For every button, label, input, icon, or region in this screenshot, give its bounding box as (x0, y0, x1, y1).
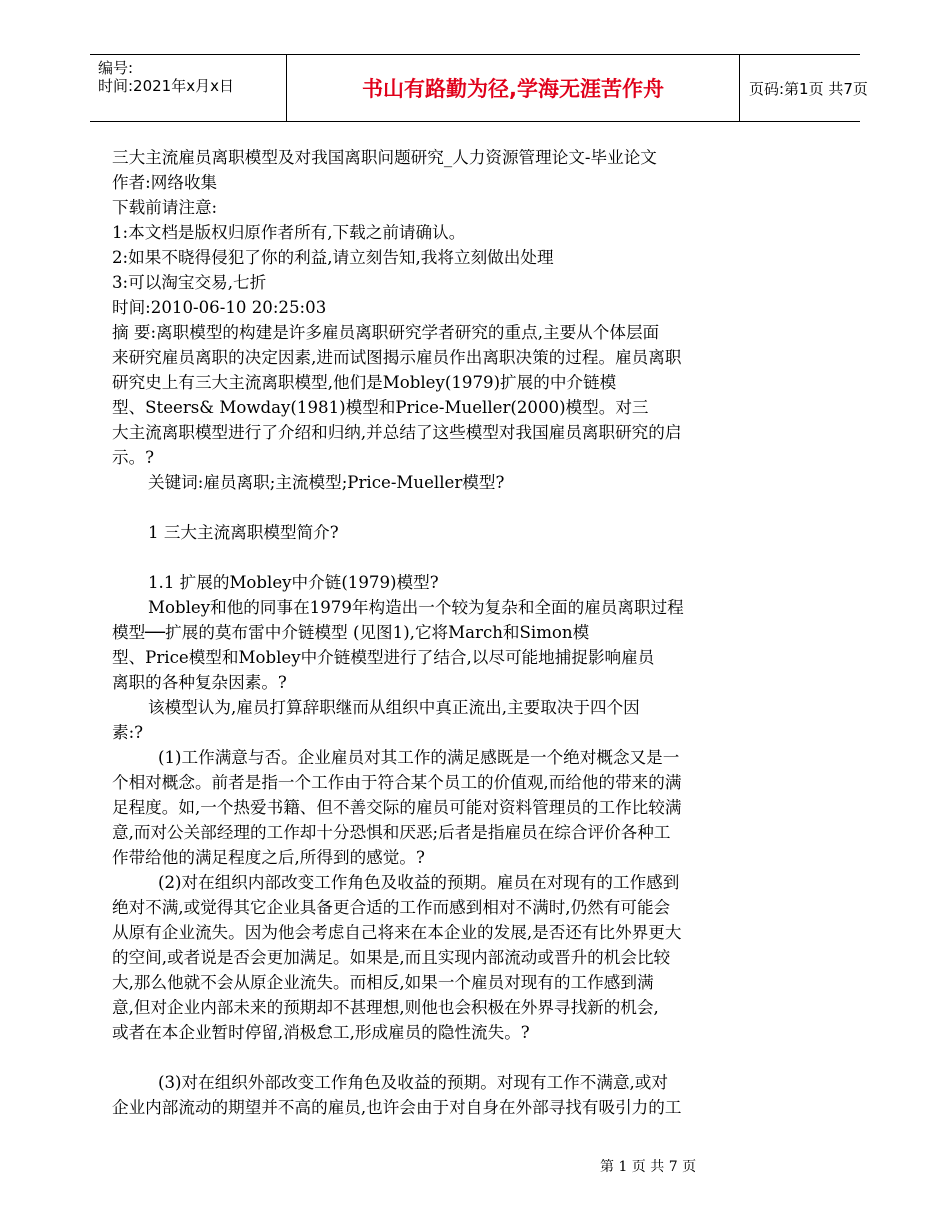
notice-item-3: 3:可以淘宝交易,七折 (112, 273, 267, 292)
list-item-line: 企业内部流动的期望并不高的雇员,也许会由于对自身在外部寻找有吸引力的工 (112, 1098, 682, 1117)
notice-item-2: 2:如果不晓得侵犯了你的利益,请立刻告知,我将立刻做出处理 (112, 248, 554, 267)
notice-heading: 下载前请注意: (112, 198, 218, 217)
page-footer: 第 1 页 共 7 页 (600, 1159, 697, 1175)
doc-number-label: 编号: (98, 59, 134, 77)
doc-title: 三大主流雇员离职模型及对我国离职问题研究_人力资源管理论文-毕业论文 (112, 148, 657, 167)
list-item-line: (3)对在组织外部改变工作角色及收益的预期。对现有工作不满意,或对 (158, 1073, 668, 1092)
header-info (90, 55, 286, 121)
doc-time-label: 时间:2021年x月x日 (98, 77, 234, 95)
abstract-line: 大主流离职模型进行了介绍和归纳,并总结了这些模型对我国雇员离职研究的启 (112, 423, 682, 442)
abstract-line: 型、Steers& Mowday(1981)模型和Price-Mueller(2000)模型。对三 (112, 398, 649, 417)
header-motto: 书山有路勤为径,学海无涯苦作舟 (286, 55, 740, 121)
list-item-line: 意,但对企业内部未来的预期却不甚理想,则他也会积极在外界寻找新的机会, (112, 998, 659, 1017)
page-header (90, 54, 868, 122)
section-heading-1: 1 三大主流离职模型简介? (148, 523, 339, 542)
paragraph-line: 型、Price模型和Mobley中介链模型进行了结合,以尽可能地捕捉影响雇员 (112, 648, 655, 667)
list-item-line: 个相对概念。前者是指一个工作由于符合某个员工的价值观,而给他的带来的满 (112, 773, 682, 792)
paragraph-line: 模型──扩展的莫布雷中介链模型 (见图1),它将March和Simon模 (112, 623, 590, 642)
publish-time: 时间:2010-06-10 20:25:03 (112, 298, 327, 317)
paragraph-line: Mobley和他的同事在1979年构造出一个较为复杂和全面的雇员离职过程 (148, 598, 684, 617)
list-item-line: 作带给他的满足程度之后,所得到的感觉。? (112, 848, 425, 867)
list-item-line: (2)对在组织内部改变工作角色及收益的预期。雇员在对现有的工作感到 (158, 873, 680, 892)
paragraph-line: 离职的各种复杂因素。? (112, 673, 287, 692)
doc-author: 作者:网络收集 (112, 173, 218, 192)
list-item-line: 足程度。如,一个热爱书籍、但不善交际的雇员可能对资料管理员的工作比较满 (112, 798, 682, 817)
list-item-line: 或者在本企业暂时停留,消极怠工,形成雇员的隐性流失。? (112, 1023, 530, 1042)
list-item-line: 从原有企业流失。因为他会考虑自己将来在本企业的发展,是否还有比外界更大 (112, 923, 682, 942)
section-heading-1-1: 1.1 扩展的Mobley中介链(1979)模型? (148, 573, 439, 592)
notice-item-1: 1:本文档是版权归原作者所有,下载之前请确认。 (112, 223, 466, 242)
list-item-line: 绝对不满,或觉得其它企业具备更合适的工作而感到相对不满时,仍然有可能会 (112, 898, 671, 917)
keywords: 关键词:雇员离职;主流模型;Price-Mueller模型? (148, 473, 505, 492)
list-item-line: 意,而对公关部经理的工作却十分恐惧和厌恶;后者是指雇员在综合评价各种工 (112, 823, 671, 842)
document-body (112, 145, 772, 1120)
abstract-line: 来研究雇员离职的决定因素,进而试图揭示雇员作出离职决策的过程。雇员离职 (112, 348, 682, 367)
list-item-line: 的空间,或者说是否会更加满足。如果是,而且实现内部流动或晋升的机会比较 (112, 948, 671, 967)
abstract-line: 研究史上有三大主流离职模型,他们是Mobley(1979)扩展的中介链模 (112, 373, 617, 392)
abstract-line: 示。? (112, 448, 155, 467)
paragraph-line: 素:? (112, 723, 144, 742)
list-item-line: 大,那么他就不会从原企业流失。而相反,如果一个雇员对现有的工作感到满 (112, 973, 654, 992)
paragraph-line: 该模型认为,雇员打算辞职继而从组织中真正流出,主要取决于四个因 (148, 698, 640, 717)
abstract-line: 摘 要:离职模型的构建是许多雇员离职研究学者研究的重点,主要从个体层面 (112, 323, 660, 342)
header-page-label: 页码:第1页 共7页 (749, 79, 868, 98)
list-item-line: (1)工作满意与否。企业雇员对其工作的满足感既是一个绝对概念又是一 (158, 748, 680, 767)
